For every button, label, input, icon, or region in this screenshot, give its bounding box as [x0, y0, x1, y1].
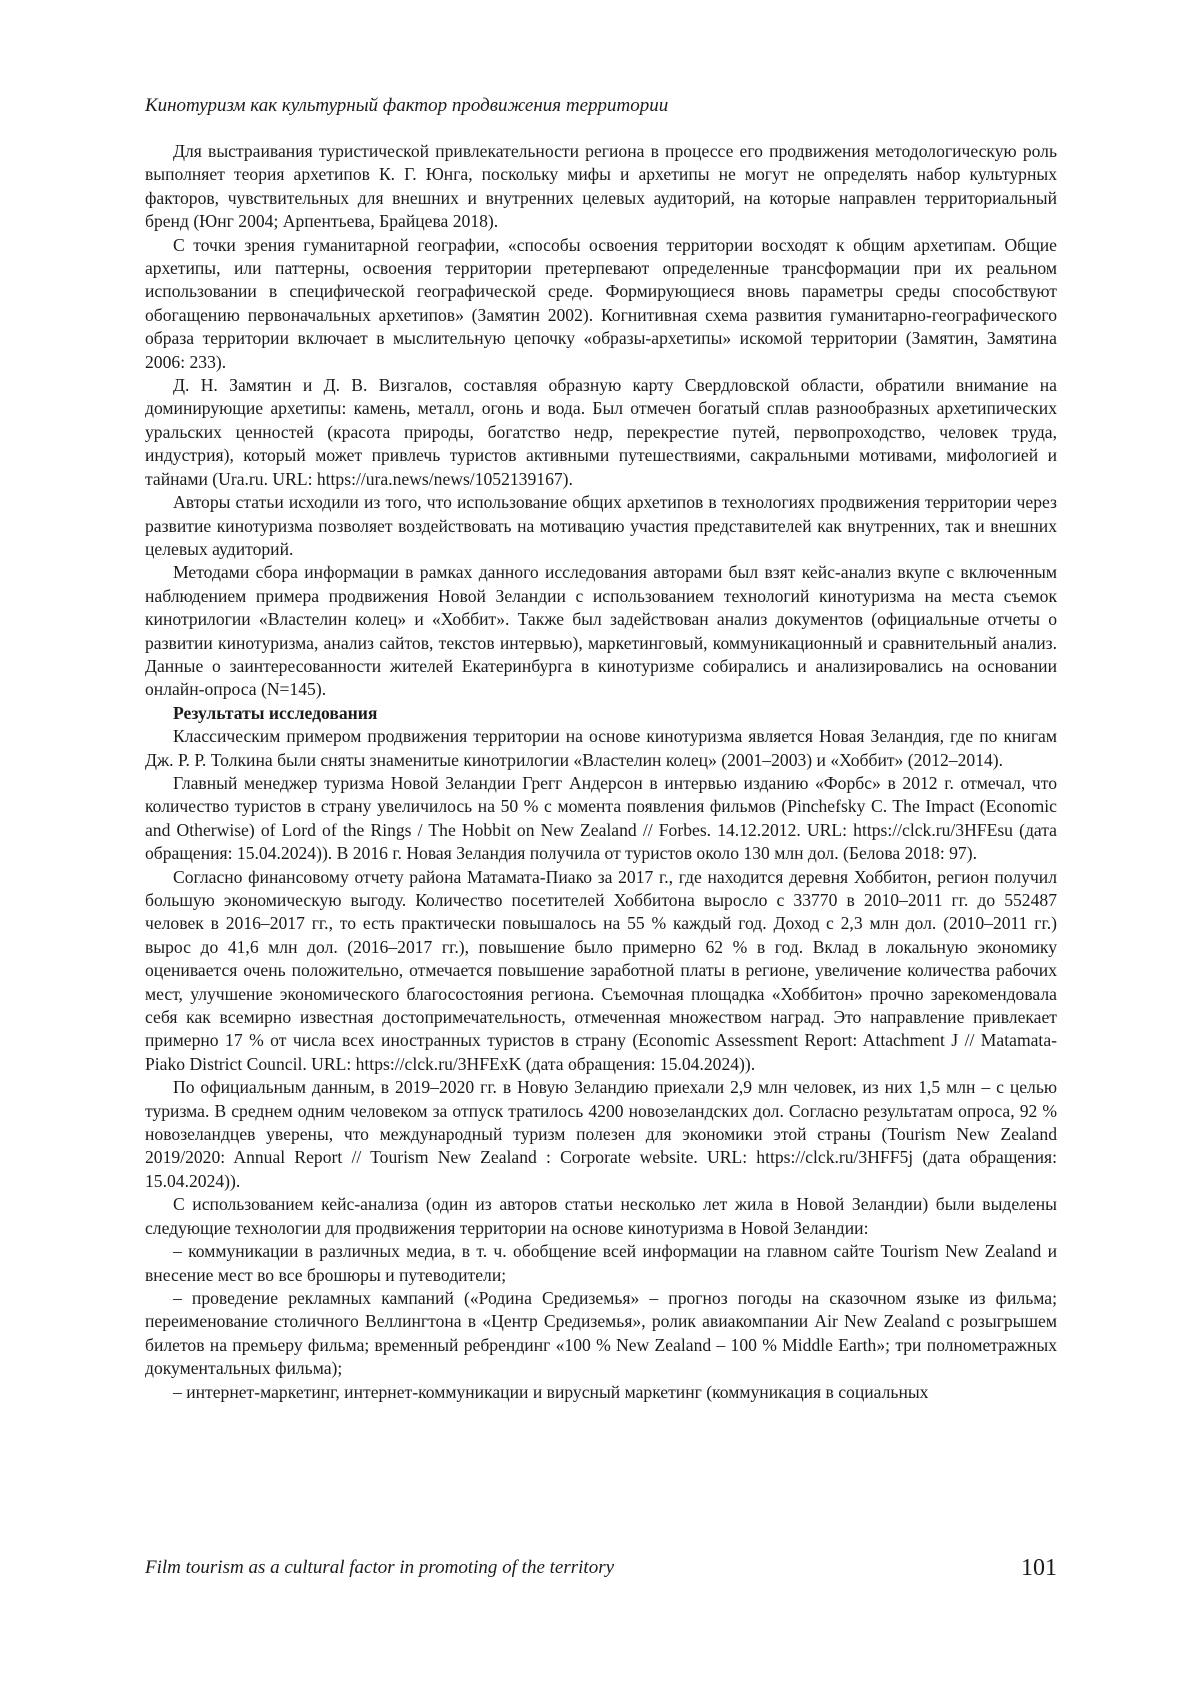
section-heading: Результаты исследования — [173, 702, 378, 723]
running-header: Кинотуризм как культурный фактор продвижения территории — [145, 95, 669, 116]
running-footer: Film tourism as a cultural factor in promoting of the territory — [145, 1557, 615, 1578]
paragraph: Классическим примером продвижения территории на основе кинотуризма является Новая Зеландия, где по книгам Дж. Р. Р. Толкина были сняты знаменитые кинотрилогии «Властелин колец» (2001–2003) и «Хоббит» (2012–2014). — [145, 726, 1057, 770]
paragraph: С использованием кейс-анализа (один из авторов статьи несколько лет жила в Новой Зеландии) были выделены следующие технологии для продвижения территории на основе кинотуризма в Новой Зеландии: — [145, 1194, 1057, 1238]
paragraph: С точки зрения гуманитарной географии, «способы освоения территории восходят к общим архетипам. Общие архетипы, или паттерны, освоения территории претерпевают определенные трансформации при их реальном использовании в специфической географической среде. Формирующиеся вновь параметры среды способствуют обогащению первоначальных архетипов» (Замятин 2002). Когнитивная схема развития гуманитарно-географического образа территории включает в мыслительную цепочку «образы-архетипы» искомой территории (Замятин, Замятина 2006: 233). — [145, 234, 1057, 372]
list-item: – коммуникации в различных медиа, в т. ч. обобщение всей информации на главном сайте Tourism New Zealand и внесение мест во все брошюры и путеводители; — [145, 1241, 1057, 1285]
paragraph: Главный менеджер туризма Новой Зеландии Грегг Андерсон в интервью изданию «Форбс» в 2012 г. отмечал, что количество туристов в страну увеличилось на 50 % с момента появления фильмов (Pinchefsky C. The Impact (Economic and Otherwise) of Lord of the Rings / The Hobbit on New Zealand // Forbes. 14.12.2012. URL: https://clck.ru/3HFEsu (дата обращения: 15.04.2024)). В 2016 г. Новая Зеландия получила от туристов около 130 млн дол. (Белова 2018: 97). — [145, 772, 1057, 864]
paragraph: По официальным данным, в 2019–2020 гг. в Новую Зеландию приехали 2,9 млн человек, из них 1,5 млн – с целью туризма. В среднем одним человеком за отпуск тратилось 4200 новозеландских дол. Согласно результатам опроса, 92 % новозеландцев уверены, что международный туризм полезен для экономики этой страны (Tourism New Zealand 2019/2020: Annual Report // Tourism New Zealand : Corporate website. URL: https://clck.ru/3HFF5j (дата обращения: 15.04.2024)). — [145, 1077, 1057, 1191]
list-item: – интернет-маркетинг, интернет-коммуникации и вирусный маркетинг (коммуникация в социальных — [173, 1381, 929, 1402]
paragraph: Авторы статьи исходили из того, что использование общих архетипов в технологиях продвижения территории через развитие кинотуризма позволяет воздействовать на мотивацию участия представителей как внутренних, так и внешних целевых аудиторий. — [145, 492, 1057, 559]
list-item: – проведение рекламных кампаний («Родина Средиземья» – прогноз погоды на сказочном языке из фильма; переименование столичного Веллингтона в «Центр Средиземья», ролик авиакомпании Air New Zealand с розыгрышем билетов на премьеру фильма; временный ребрендинг «100 % New Zealand – 100 % Middle Earth»; три полнометражных документальных фильма); — [145, 1287, 1057, 1379]
paragraph: Методами сбора информации в рамках данного исследования авторами был взят кейс-анализ вкупе с включенным наблюдением примера продвижения Новой Зеландии с использованием технологий кинотуризма на места съемок кинотрилогии «Властелин колец» и «Хоббит». Также был задействован анализ документов (официальные отчеты о развитии кинотуризма, анализ сайтов, текстов интервью), маркетинговый, коммуникационный и сравнительный анализ. Данные о заинтересованности жителей Екатеринбурга в кинотуризме собирались и анализировались на основании онлайн-опроса (N=145). — [145, 562, 1057, 700]
paragraph: Согласно финансовому отчету района Матамата-Пиако за 2017 г., где находится деревня Хоббитон, регион получил большую экономическую выгоду. Количество посетителей Хоббитона выросло с 33770 в 2010–2011 гг. до 552487 человек в 2016–2017 гг., то есть практически повышалось на 55 % каждый год. Доход с 2,3 млн дол. (2010–2011 гг.) вырос до 41,6 млн дол. (2016–2017 гг.), повышение было примерно 62 % в год. Вклад в локальную экономику оценивается очень положительно, отмечается повышение заработной платы в регионе, увеличение количества рабочих мест, улучшение экономического благосостояния региона. Съемочная площадка «Хоббитон» прочно зарекомендовала себя как всемирно известная достопримечательность, отмеченная множеством наград. Это направление привлекает примерно 17 % от числа всех иностранных туристов в страну (Economic Assessment Report: Attachment J // Matamata-Piako District Council. URL: https://clck.ru/3HFExK (дата обращения: 15.04.2024)). — [145, 866, 1057, 1074]
page-number: 101 — [1021, 1555, 1057, 1581]
paragraph: Для выстраивания туристической привлекательности региона в процессе его продвижения методологическую роль выполняет теория архетипов К. Г. Юнга, поскольку мифы и архетипы не могут не определять набор культурных факторов, чувствительных для внешних и внутренних целевых аудиторий, на которые направлен территориальный бренд (Юнг 2004; Арпентьева, Брайцева 2018). — [145, 141, 1057, 232]
article-body — [145, 140, 1057, 1404]
paragraph: Д. Н. Замятин и Д. В. Визгалов, составляя образную карту Свердловской области, обратили внимание на доминирующие архетипы: камень, металл, огонь и вода. Был отмечен богатый сплав разнообразных архетипических уральских ценностей (красота природы, богатство недр, перекрестие путей, первопроходство, человек труда, индустрия), который может привлечь туристов активными путешествиями, сакральными мотивами, мифологией и тайнами (Ura.ru. URL: https://ura.news/news/1052139167). — [145, 375, 1057, 489]
